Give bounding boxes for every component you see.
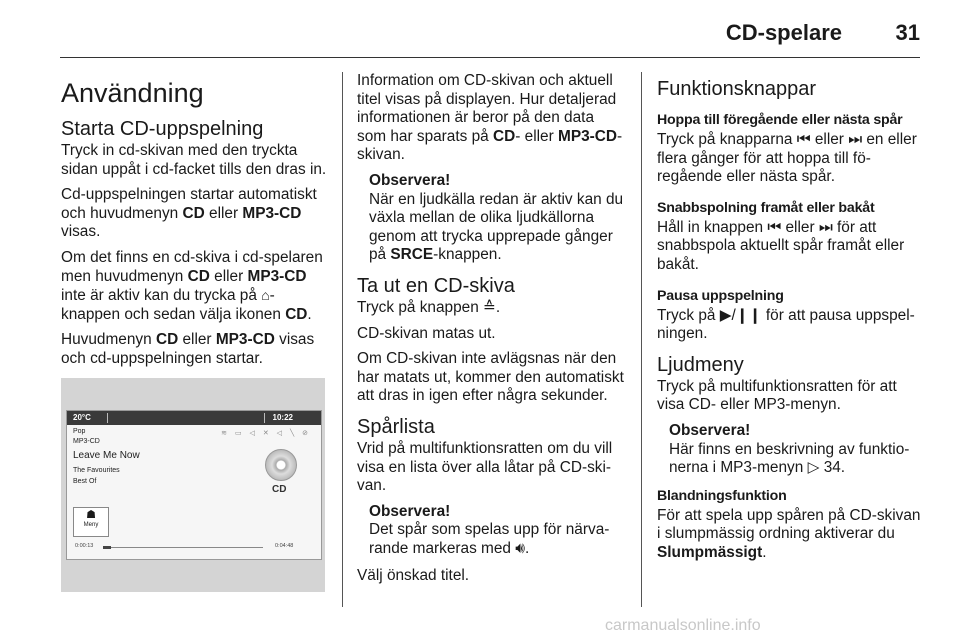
- topic-heading: Blandningsfunktion: [657, 487, 787, 504]
- note-title: Observera!: [669, 421, 751, 439]
- topic-heading: Hoppa till föregående eller nästa spår: [657, 112, 903, 128]
- progress-track: [103, 547, 263, 548]
- column-1: [61, 72, 329, 376]
- paragraph: Information om CD-skivan och aktuell titel visas på displayen. Hur detaljerad informationen är beror på den data som har sparats på CD- eller MP3-CD-skivan.: [357, 72, 623, 164]
- total-time: 0:04:48: [275, 543, 294, 549]
- topic-heading: Pausa uppspelning: [657, 287, 784, 304]
- status-bar: [67, 411, 321, 425]
- paragraph: Tryck på knappen ≙.: [357, 298, 501, 316]
- home-icon: ⌂: [261, 287, 270, 304]
- subsection-heading: Ta ut en CD-skiva: [357, 274, 515, 297]
- paragraph: Tryck på knapparna ⏮ eller ⏭ en eller flera gånger för att hoppa till föregående eller nästa spår.: [657, 131, 917, 186]
- note-title: Observera!: [369, 502, 451, 520]
- track-artist: The Favourites: [73, 467, 120, 474]
- paragraph: Tryck på ▶/❙❙ för att pausa uppspelningen.: [657, 306, 915, 343]
- page-title: CD-spelare: [725, 20, 842, 45]
- paragraph: För att spela upp spåren på CD-skivan i slumpmässig ordning aktiverar du Slumpmässigt.: [657, 506, 921, 561]
- note-title: Observera!: [369, 171, 451, 189]
- paragraph: Om CD-skivan inte avlägsnas när den har matats ut, kommer den automatiskt att dras in igen efter några sekunder.: [357, 350, 624, 405]
- section-heading: Användning: [61, 78, 204, 108]
- paragraph: Välj önskad titel.: [357, 567, 470, 585]
- status-icons: ≋ ▭ ◁ ✕ ◁ ╲ ⊘: [221, 430, 311, 437]
- track-album: Best Of: [73, 478, 97, 485]
- watermark: carmanualsonline.info: [605, 617, 761, 634]
- paragraph: Om det finns en cd-skiva i cd-spelaren men huvudmenyn CD eller MP3-CD inte är aktiv kan du trycka på ⌂-knappen och sedan välja ikonen CD.: [61, 248, 323, 323]
- header-divider: [60, 57, 920, 58]
- note-box: Observera! Här finns en beskrivning av funktionerna i MP3-menyn ▷ 34.: [669, 422, 922, 478]
- track-title: Leave Me Now: [73, 450, 140, 461]
- cd-icon: [265, 449, 297, 481]
- display-illustration: [61, 378, 325, 592]
- subsection-heading: Starta CD-uppspelning: [61, 118, 264, 140]
- elapsed-time: 0:00:13: [75, 543, 94, 549]
- menu-label: Meny: [83, 522, 99, 528]
- paragraph: Tryck på multifunktionsratten för att visa CD- eller MP3-menyn.: [657, 377, 897, 414]
- topic-heading: Snabbspolning framåt eller bakåt: [657, 199, 875, 216]
- paragraph: Cd-uppspelningen startar automatiskt och huvudmenyn CD eller MP3-CD visas.: [61, 186, 317, 241]
- subsection-heading: Funktionsknappar: [657, 78, 816, 100]
- subsection-heading: Ljudmeny: [657, 353, 744, 376]
- temperature: 20°C: [73, 413, 91, 422]
- page-number: 31: [895, 20, 920, 45]
- page-header: [0, 0, 960, 60]
- column-3: [657, 72, 922, 570]
- paragraph: Vrid på multifunktionsratten om du vill visa en lista över alla låtar på CD-skivan.: [357, 439, 613, 495]
- track-genre: Pop: [73, 428, 86, 435]
- source-label: MP3-CD: [73, 438, 100, 445]
- column-divider: [641, 72, 642, 607]
- column-2: [357, 72, 627, 593]
- cd-label: CD: [272, 484, 287, 495]
- progress-fill: [103, 546, 111, 549]
- note-box: Observera! Det spår som spelas upp för närvarande markeras med 🔊︎.: [369, 503, 627, 559]
- column-divider: [342, 72, 343, 607]
- paragraph: Huvudmenyn CD eller MP3-CD visas och cd-uppspelningen startar.: [61, 331, 315, 367]
- menu-button[interactable]: [73, 507, 109, 537]
- clock: 10:22: [272, 413, 293, 422]
- person-icon: ☗: [86, 509, 96, 521]
- infotainment-screen: [66, 410, 322, 560]
- paragraph: CD-skivan matas ut.: [357, 324, 496, 342]
- subsection-heading: Spårlista: [357, 415, 435, 438]
- paragraph: Tryck in cd-skivan med den tryckta sidan uppåt i cd-facket tills den dras in.: [61, 142, 327, 178]
- note-box: Observera! När en ljudkälla redan är aktiv kan du växla mellan de olika ljudkällorna genom att trycka upprepade gånger på SRCE-knappen.: [369, 172, 627, 265]
- paragraph: Håll in knappen ⏮ eller ⏭ för att snabbspola aktuellt spår framåt eller bakåt.: [657, 218, 905, 273]
